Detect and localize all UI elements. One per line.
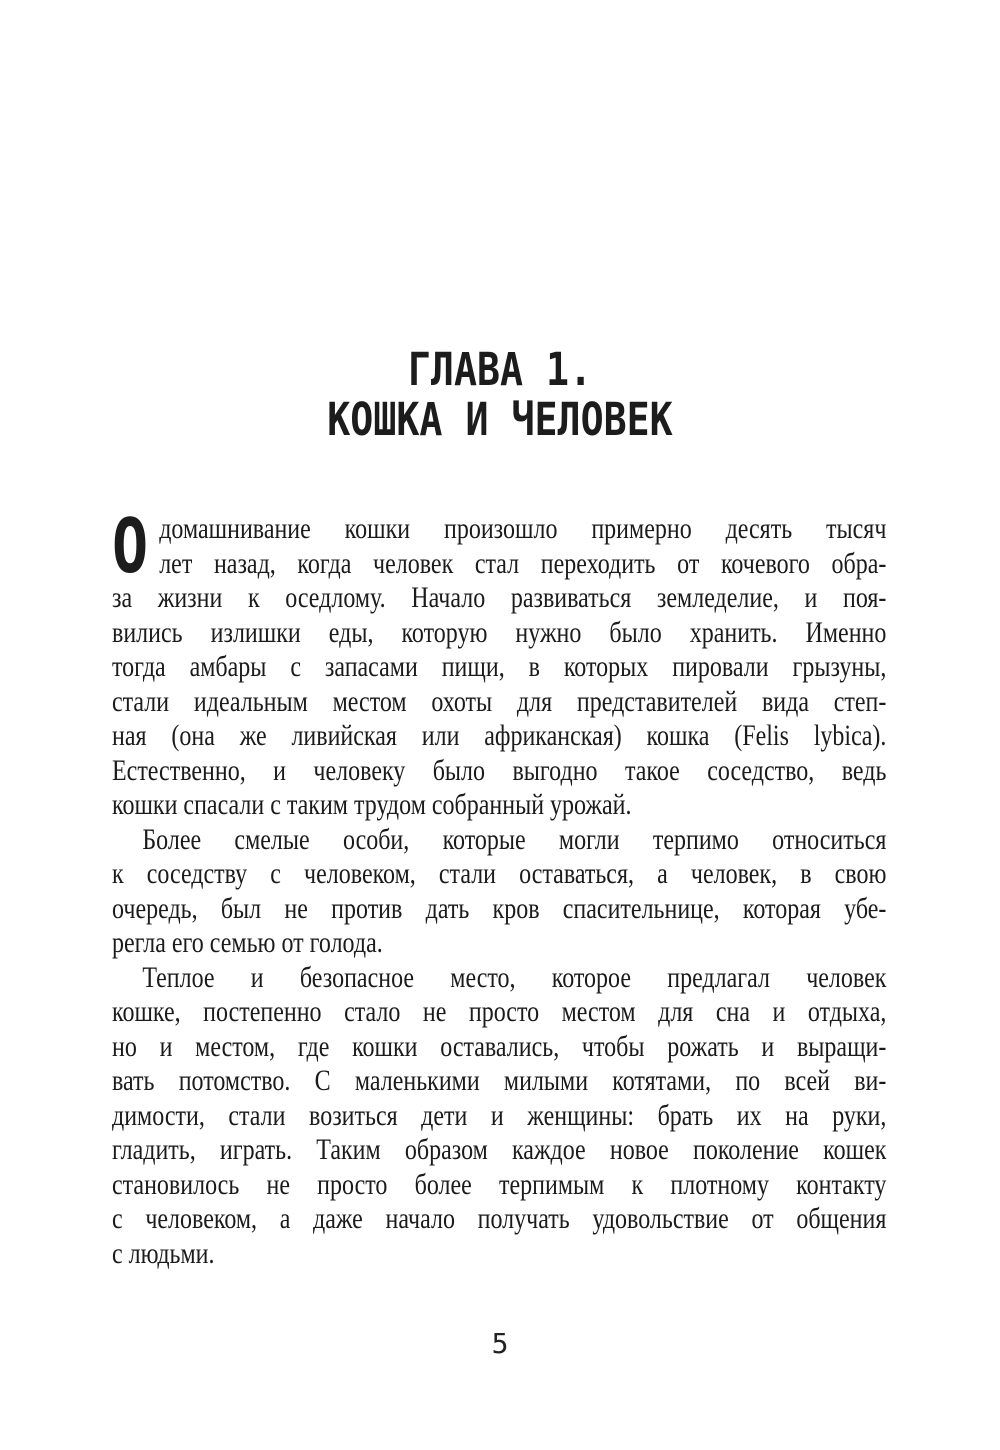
- text-line: тогда амбары с запасами пищи, в которых пировали грызуны,: [112, 650, 887, 683]
- chapter-title-line-2: КОШКА И ЧЕЛОВЕК: [327, 393, 673, 446]
- text-line: домашнивание кошки произошло примерно десять тысяч: [159, 512, 887, 545]
- text-line: вать потомство. С маленькими милыми котятами, по всей ви-: [112, 1064, 887, 1097]
- text-line: с человеком, а даже начало получать удовольствие от общения: [112, 1202, 887, 1235]
- text-line: Теплое и безопасное место, которое предлагал человек: [142, 960, 887, 994]
- chapter-title-line-1: ГЛАВА 1.: [407, 343, 593, 396]
- text-line: ная (она же ливийская или африканская) кошка (Felis lybica).: [112, 719, 887, 752]
- body-text: [112, 502, 887, 1271]
- text-line: но и местом, где кошки оставались, чтобы рожать и выращи-: [112, 1029, 887, 1063]
- text-line: становилось не просто более терпимым к плотному контакту: [112, 1167, 887, 1201]
- text-line: Естественно, и человеку было выгодно такое соседство, ведь: [112, 753, 887, 787]
- drop-cap: О: [112, 502, 149, 590]
- text-line: кошки спасали с таким трудом собранный урожай.: [112, 788, 632, 821]
- text-line: регла его семью от голода.: [112, 926, 383, 959]
- text-line: гладить, играть. Таким образом каждое новое поколение кошек: [112, 1133, 887, 1166]
- text-line: к соседству с человеком, стали оставаться, а человек, в свою: [112, 857, 887, 890]
- paragraph: [112, 502, 887, 823]
- text-line: с людьми.: [112, 1236, 215, 1270]
- text-line: Более смелые особи, которые могли терпимо относиться: [142, 822, 887, 856]
- text-line: лет назад, когда человек стал переходить от кочевого обра-: [159, 546, 887, 580]
- chapter-title: [0, 345, 1000, 445]
- text-line: кошке, постепенно стало не просто местом для сна и отдыха,: [112, 995, 887, 1028]
- text-line: за жизни к оседлому. Начало развиваться земледелие, и поя-: [112, 581, 887, 614]
- paragraph: [112, 961, 886, 1272]
- text-line: стали идеальным местом охоты для представителей вида степ-: [112, 684, 887, 718]
- text-line: вились излишки еды, которую нужно было хранить. Именно: [112, 615, 887, 649]
- text-line: очередь, был не против дать кров спасительнице, которая убе-: [112, 891, 887, 925]
- page-number: 5: [491, 1327, 509, 1360]
- text-line: димости, стали возиться дети и женщины: брать их на руки,: [112, 1098, 887, 1132]
- paragraph: [112, 823, 886, 961]
